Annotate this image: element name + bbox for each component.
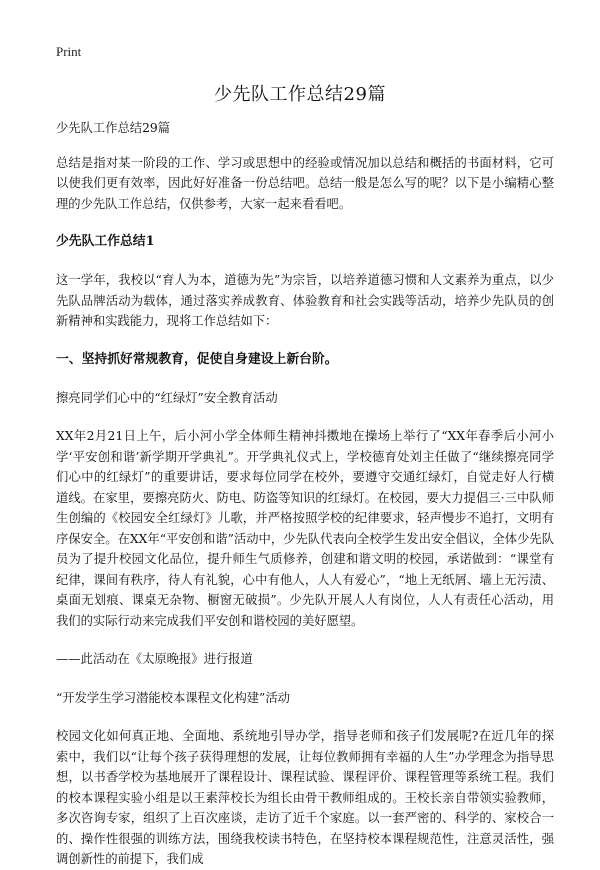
document-subtitle: 少先队工作总结29篇 — [56, 121, 171, 135]
activity-body: XX年2月21日上午，后小河小学全体师生精神抖擞地在操场上举行了“XX年春季后小河小学‘平安创和谐’新学期开学典礼”。开学典礼仪式上，学校德育处刘主任做了“继续擦亮同学们心中的红绿灯”的重要讲话，要求每位同学在校外，要遵守交通红绿灯，自觉走好人行横道线。在家里，要擦亮防火、防电、防盗等知识的红绿灯。在校园，要大力提倡三·三中队师生创编的《校园安全红绿灯》儿歌，并严格按照学校的纪律要求，轻声慢步不追打，文明有序保安全。在XX年“平安创和谐”活动中，少先队代表向全校学生发出安全倡议，全体少先队员为了提升校园文化品位，提升师生气质修养，创建和谐文明的校园，承诺做到：“课堂有纪律，课间有秩序，待人有礼貌，心中有他人，人人有爱心”，“地上无纸屑、墙上无污渍、桌面无划痕、课桌无杂物、橱窗无破损”。少先队开展人人有岗位，人人有责任心活动，用我们的实际行动来完成我们平安创和谐校园的美好愿望。 — [56, 429, 554, 628]
activity-title: “开发学生学习潜能校本课程文化构建”活动 — [56, 690, 290, 705]
intro-paragraph: 总结是指对某一阶段的工作、学习或思想中的经验或情况加以总结和概括的书面材料，它可以使我们更有效率，因此好好准备一份总结吧。总结一般是怎么写的呢？以下是小编精心整理的少先队工作总结，仅供参考，大家一起来看看吧。 — [56, 155, 554, 211]
document-title: 少先队工作总结29篇 — [214, 84, 386, 105]
activity-title: 擦亮同学们心中的“红绿灯”安全教育活动 — [56, 390, 278, 405]
section-heading: 少先队工作总结1 — [56, 234, 155, 249]
report-note: ——此活动在《太原晚报》进行报道 — [56, 652, 253, 666]
part-heading: 一、坚持抓好常规教育，促使自身建设上新台阶。 — [56, 351, 338, 367]
document-body — [56, 118, 554, 870]
print-link[interactable]: Print — [56, 44, 82, 59]
section-paragraph: 这一学年，我校以“育人为本，道德为先”为宗旨，以培养道德习惯和人文素养为重点，以少先队品牌活动为载体，通过落实养成教育、体验教育和社会实践等活动，培养少先队员的创新精神和实践能力，现将工作总结如下： — [56, 273, 554, 328]
activity-body: 校园文化如何真正地、全面地、系统地引导办学，指导老师和孩子们发展呢?在近几年的探索中，我们以“让每个孩子获得理想的发展，让每位教师拥有幸福的人生”办学理念为指导思想，以书香学校为基地展开了课程设计、课程试验、课程评价、课程管理等系统工程。我们的校本课程实验小组是以王素萍校长为组长由骨干教师组成的。王校长亲自带领实验教师，多次咨询专家，组织了上百次座谈，走访了近千个家庭。以一套严密的、科学的、家校合一的、操作性很强的训练方法，围绕我校读书特色，在坚持校本课程规范性，注意灵活性，强调创新性的前提下，我们成 — [56, 729, 554, 866]
